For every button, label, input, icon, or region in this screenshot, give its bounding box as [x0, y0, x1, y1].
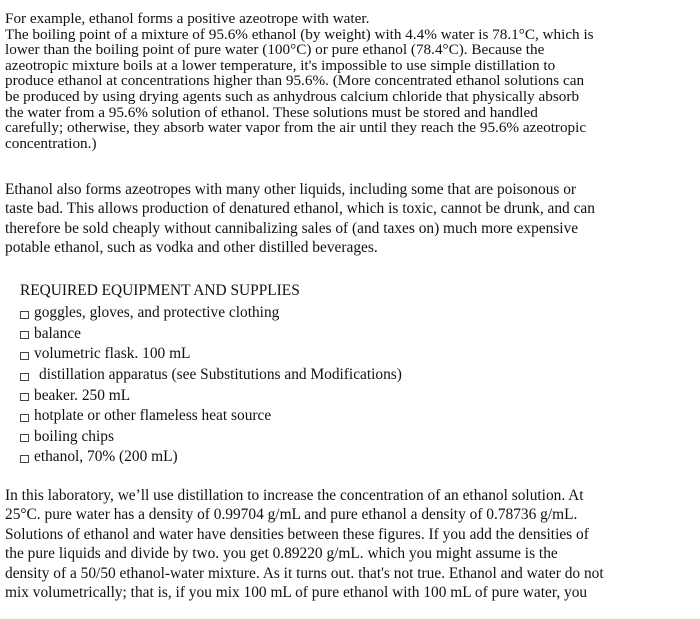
list-item-label: boiling chips	[34, 427, 114, 445]
list-item	[20, 303, 680, 324]
checkbox-icon	[20, 434, 29, 442]
checkbox-icon	[20, 311, 29, 319]
list-item-label: ethanol, 70% (200 mL)	[34, 448, 178, 466]
list-item	[20, 447, 680, 468]
list-item-label: distillation apparatus (see Substitutions and Modifications)	[39, 366, 402, 384]
list-item-label: volumetric flask. 100 mL	[34, 345, 191, 363]
list-item-label: goggles, gloves, and protective clothing	[34, 304, 280, 322]
distillation-paragraph: In this laboratory, we’ll use distillation to increase the concentration of an ethanol solution. At 25°C. pure water has a density of 0.99704 g/mL and pure ethanol a density of 0.78736 g/mL. Solutions of ethanol and water have densities between these figures. If you add the densities of the pure liquids and divide by two. you get 0.89220 g/mL. which you might assume is the density of a 50/50 ethanol-water mixture. As it turns out. that's not true. Ethanol and water do not mix volumetrically; that is, if you mix 100 mL of pure ethanol with 100 mL of pure water, you	[5, 487, 604, 602]
list-item	[20, 427, 680, 448]
checkbox-icon	[20, 393, 29, 401]
equipment-list	[20, 303, 680, 468]
azeotrope-paragraph: For example, ethanol forms a positive azeotrope with water. The boiling point of a mixture of 95.6% ethanol (by weight) with 4.4% water is 78.1°C, which is lower than the boiling point of pure water (100°C) or pure ethanol (78.4°C). Because the azeotropic mixture boils at a lower temperature, it's impossible to use simple distillation to produce ethanol at concentrations higher than 95.6%. (More concentrated ethanol solutions can be produced by using drying agents such as anhydrous calcium chloride that physically absorb the water from a 95.6% solution of ethanol. These solutions must be stored and handled carefully; otherwise, they absorb water vapor from the air until they reach the 95.6% azeotropic concentration.)	[5, 10, 594, 152]
checkbox-icon	[20, 414, 29, 422]
list-item	[20, 344, 680, 365]
list-item	[20, 385, 680, 406]
list-item	[20, 324, 680, 345]
list-item	[20, 406, 680, 427]
list-item	[20, 365, 680, 386]
checkbox-icon	[20, 455, 29, 463]
denatured-ethanol-paragraph: Ethanol also forms azeotropes with many other liquids, including some that are poisonous or taste bad. This allows production of denatured ethanol, which is toxic, cannot be drunk, and can therefore be sold cheaply without cannibalizing sales of (and taxes on) much more expensive potable ethanol, such as vodka and other distilled beverages.	[5, 181, 595, 257]
checkbox-icon	[20, 331, 29, 339]
list-item-label: hotplate or other flameless heat source	[34, 407, 272, 425]
list-item-label: beaker. 250 mL	[34, 386, 131, 404]
list-item-label: balance	[34, 324, 81, 342]
equipment-heading: REQUIRED EQUIPMENT AND SUPPLIES	[20, 282, 300, 299]
equipment-section	[20, 281, 680, 468]
checkbox-icon	[20, 352, 29, 360]
checkbox-icon	[20, 373, 29, 381]
